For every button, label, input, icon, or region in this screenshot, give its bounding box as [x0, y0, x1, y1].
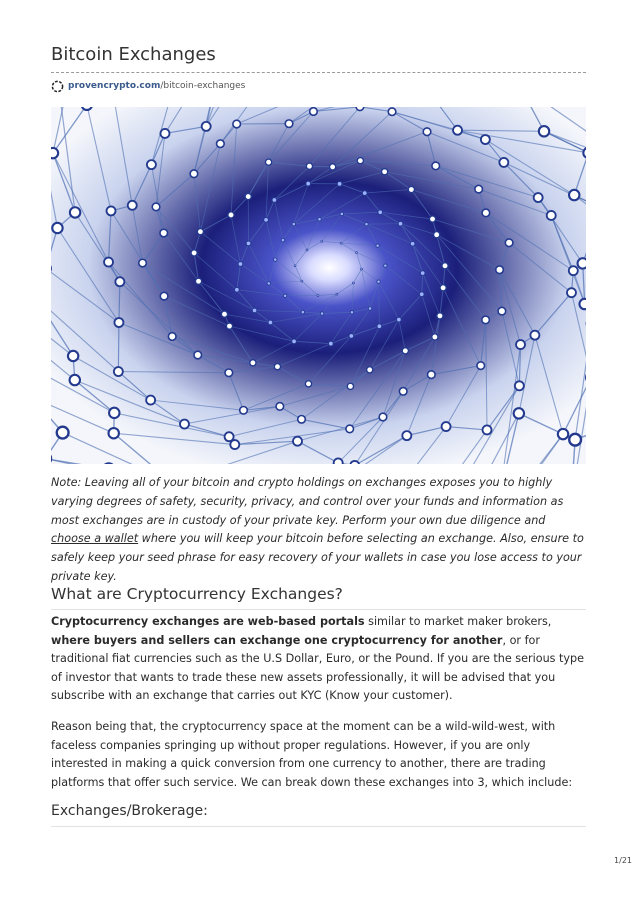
page-number: 1/21 — [614, 856, 632, 865]
page-title: Bitcoin Exchanges — [51, 44, 216, 65]
source-path: /bitcoin-exchanges — [160, 81, 246, 91]
section-divider — [51, 609, 586, 610]
disclaimer-note: Note: Leaving all of your bitcoin and crypto holdings on exchanges exposes you to highly varying degrees of safety, security, privacy, and control over your funds and information as most exchanges are in custody of your private key. Perform your own due diligence and choose a wallet where you will keep your bitcoin before selecting an exchange. Also, ensure to safely keep your seed phrase for easy recovery of your wallets in case you lose access to your private key. — [51, 476, 584, 583]
subsection-heading: Exchanges/Brokerage: — [51, 803, 208, 819]
paragraph-reasoning: Reason being that, the cryptocurrency space at the moment can be a wild-wild-west, with faceless companies springing up without proper regulations. However, if you are only interested in making a quick conversion from one currency to another, there are trading platforms that offer such service. We can break down these exchanges into 3, which include: — [51, 720, 573, 789]
source-domain: provencrypto.com — [68, 81, 161, 91]
subsection-divider — [51, 826, 586, 827]
hero-image — [51, 107, 586, 464]
site-logo-icon — [51, 80, 64, 93]
paragraph-definition: Cryptocurrency exchanges are web-based portals similar to market maker brokers, where buyers and sellers can exchange one cryptocurrency for another, or for traditional fiat currencies such as the U.S Dollar, Euro, or the Pound. If you are the serious type of investor that wants to trade these new assets professionally, it will be advised that you subscribe with an exchange that carries out KYC (Know your customer). — [51, 615, 585, 703]
choose-wallet-link[interactable]: choose a wallet — [51, 532, 139, 546]
source-link[interactable] — [51, 78, 245, 94]
title-divider — [51, 72, 586, 73]
section-heading: What are Cryptocurrency Exchanges? — [51, 585, 343, 603]
blockchain-network-illustration-icon — [51, 107, 586, 464]
